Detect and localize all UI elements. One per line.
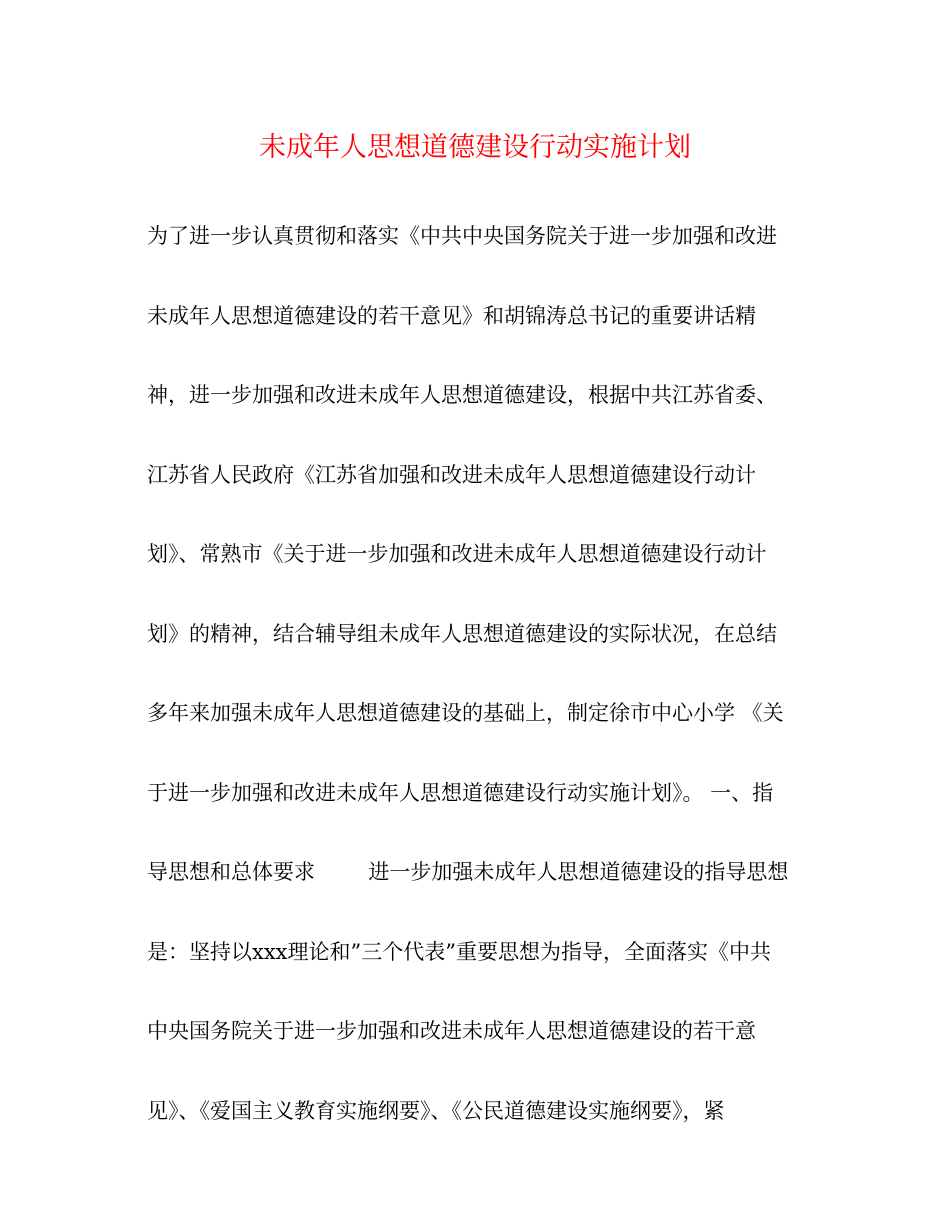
body-line: 多年来加强未成年人思想道德建设的基础上，制定徐市中心小学 《关 <box>147 701 784 725</box>
body-line: 是：坚持以xxx理论和”三个代表”重要思想为指导，全面落实《中共 <box>147 939 771 964</box>
body-line: 未成年人思想道德建设的若干意见》和胡锦涛总书记的重要讲话精 <box>147 303 756 328</box>
body-line: 神，进一步加强和改进未成年人思想道德建设，根据中共江苏省委、 <box>147 383 777 407</box>
body-line: 划》的精神，结合辅导组未成年人思想道德建设的实际状况，在总结 <box>147 621 777 646</box>
body-line: 导思想和总体要求 进一步加强未成年人思想道德建设的指导思想 <box>147 860 789 884</box>
body-line: 江苏省人民政府《江苏省加强和改进未成年人思想道德建设行动计 <box>147 462 756 487</box>
document-title: 未成年人思想道德建设行动实施计划 <box>259 132 691 163</box>
body-line: 见》、《爱国主义教育实施纲要》、《公民道德建设实施纲要》，紧 <box>147 1098 725 1123</box>
body-line: 为了进一步认真贯彻和落实《中共中央国务院关于进一步加强和改进 <box>147 224 777 248</box>
body-line: 划》、常熟市《关于进一步加强和改进未成年人思想道德建设行动计 <box>147 542 767 566</box>
body-line: 中央国务院关于进一步加强和改进未成年人思想道德建设的若干意 <box>147 1019 756 1043</box>
body-line: 于进一步加强和改进未成年人思想道德建设行动实施计划》。 一、指 <box>147 780 774 805</box>
document-body <box>147 216 807 1170</box>
